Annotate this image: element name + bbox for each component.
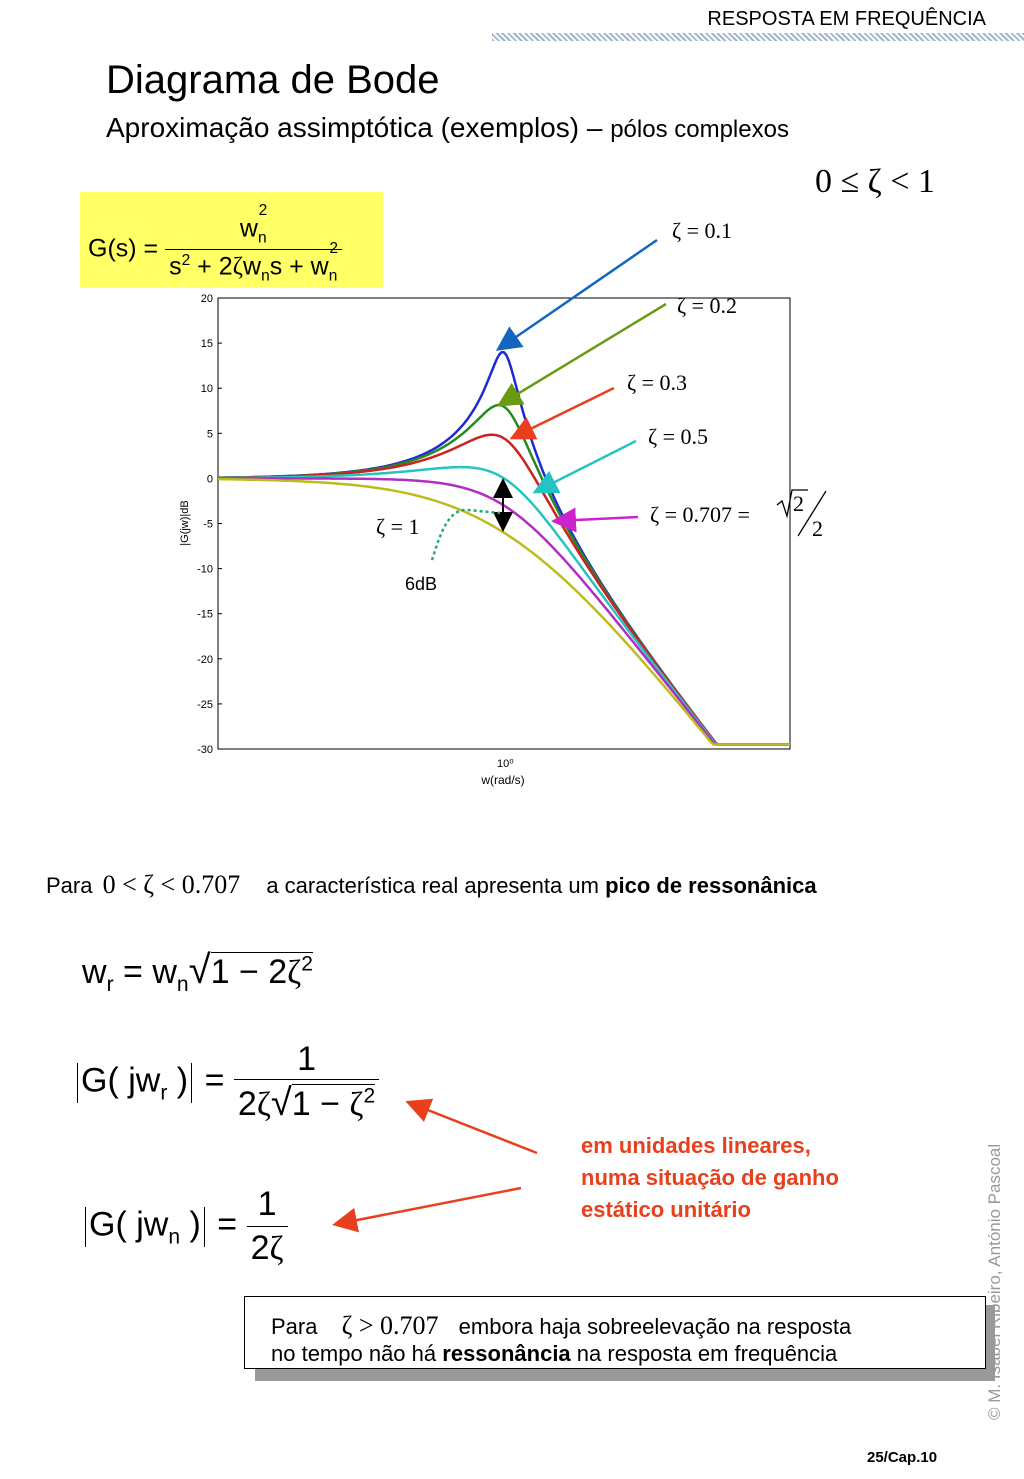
y-axis-label: |G(jw)|dB [179, 500, 191, 546]
box-text-1: embora haja sobreelevação na resposta [458, 1314, 852, 1339]
x-tick-label: 10⁰ [497, 758, 514, 770]
box-para: Para [271, 1314, 318, 1339]
para-word: Para [46, 873, 93, 898]
y-tick-label: 10 [200, 383, 213, 396]
box-text-3: na resposta em frequência [576, 1341, 838, 1366]
curves [218, 352, 790, 744]
y-tick-label: -20 [197, 653, 213, 666]
arrow-z01 [500, 240, 657, 348]
x-axis-label: w(rad/s) [481, 773, 525, 787]
box-line-1 [271, 1311, 851, 1341]
y-tick-label: 0 [206, 473, 213, 486]
series-line [218, 352, 790, 744]
label-6db: 6dB [405, 574, 438, 594]
y-tick-label: 20 [200, 293, 213, 305]
page-number: 25/Cap.10 [867, 1449, 938, 1466]
arrow-to-gjwr [410, 1103, 537, 1153]
note-line-2: numa situação de ganho [581, 1165, 839, 1190]
label-z05: ζ = 0.5 [648, 424, 709, 449]
arrow-to-gjwn [337, 1188, 521, 1224]
subtitle-main: Aproximação assimptótica (exemplos) – [106, 112, 603, 143]
formula-gjwr: G( $jw_r$ ) = $\frac{1}{2\zeta√1 - \zeta^2}$ [74, 1040, 379, 1125]
box-bold: ressonância [442, 1341, 571, 1366]
resonance-bold: pico de ressonânica [605, 873, 817, 898]
y-tick-label: -25 [197, 698, 213, 711]
box-condition: ζ > 0.707 [341, 1311, 439, 1340]
y-tick-label: 5 [206, 428, 213, 441]
page-title: Diagrama de Bode [106, 58, 440, 102]
resonance-condition: 0 < ζ < 0.707 [102, 870, 241, 899]
formula-gjwr-fraction: $\frac{1}{2\zeta√1 - \zeta^2}$ [234, 1040, 379, 1125]
label-z1: ζ = 1 [376, 514, 420, 539]
resonance-text: a característica real apresenta um [266, 873, 599, 898]
subtitle-tail: pólos complexos [610, 116, 789, 143]
arrow-z03 [514, 388, 614, 437]
note-line-3: estático unitário [581, 1197, 751, 1222]
box-line-2 [271, 1341, 837, 1367]
copyright: © M. Isabel Ribeiro, António Pascoal [985, 1143, 1004, 1420]
resonance-statement [46, 870, 817, 900]
arrow-z05 [537, 441, 636, 491]
zeta-range: 0 ≤ ζ < 1 [815, 163, 935, 200]
y-tick-label: -15 [197, 608, 213, 621]
label-z02: ζ = 0.2 [677, 293, 738, 318]
tf-numerator: $w_n^2$ [165, 214, 342, 250]
label-z03: ζ = 0.3 [627, 370, 688, 395]
note-line-1: em unidades lineares, [581, 1133, 811, 1158]
tf-lhs: G(s) = [88, 234, 159, 263]
series-line [218, 405, 790, 745]
formula-gjwn: G( $jw_n$ ) = $\frac{1}{2\zeta}$ [82, 1185, 288, 1268]
formula-wr: $w_r = w_n√1 - 2\zeta^2$ [82, 948, 313, 996]
label-z0707: ζ = 0.707 = [650, 502, 750, 527]
y-tick-label: -5 [203, 518, 213, 531]
note-arrows [0, 1080, 600, 1240]
box-text-2: no tempo não há [271, 1341, 437, 1366]
y-tick-label: 15 [200, 338, 213, 351]
arrow-z0707 [556, 517, 638, 521]
dotted-leader-z1 [432, 510, 500, 560]
note-linear-units [581, 1130, 839, 1226]
section-header: RESPOSTA EM FREQUÊNCIA [707, 8, 986, 30]
formula-gjwn-fraction: $\frac{1}{2\zeta}$ [247, 1185, 288, 1268]
y-tick-label: -10 [197, 563, 213, 576]
y-tick-label: -30 [197, 744, 213, 756]
label-sqrt2: 2 [793, 491, 804, 516]
label-two: 2 [812, 516, 823, 541]
conclusion-box [244, 1296, 986, 1369]
tf-denominator: $s^2 + 2\zeta w_ns + w_n^2$ [169, 240, 338, 285]
label-z01: ζ = 0.1 [672, 218, 733, 243]
